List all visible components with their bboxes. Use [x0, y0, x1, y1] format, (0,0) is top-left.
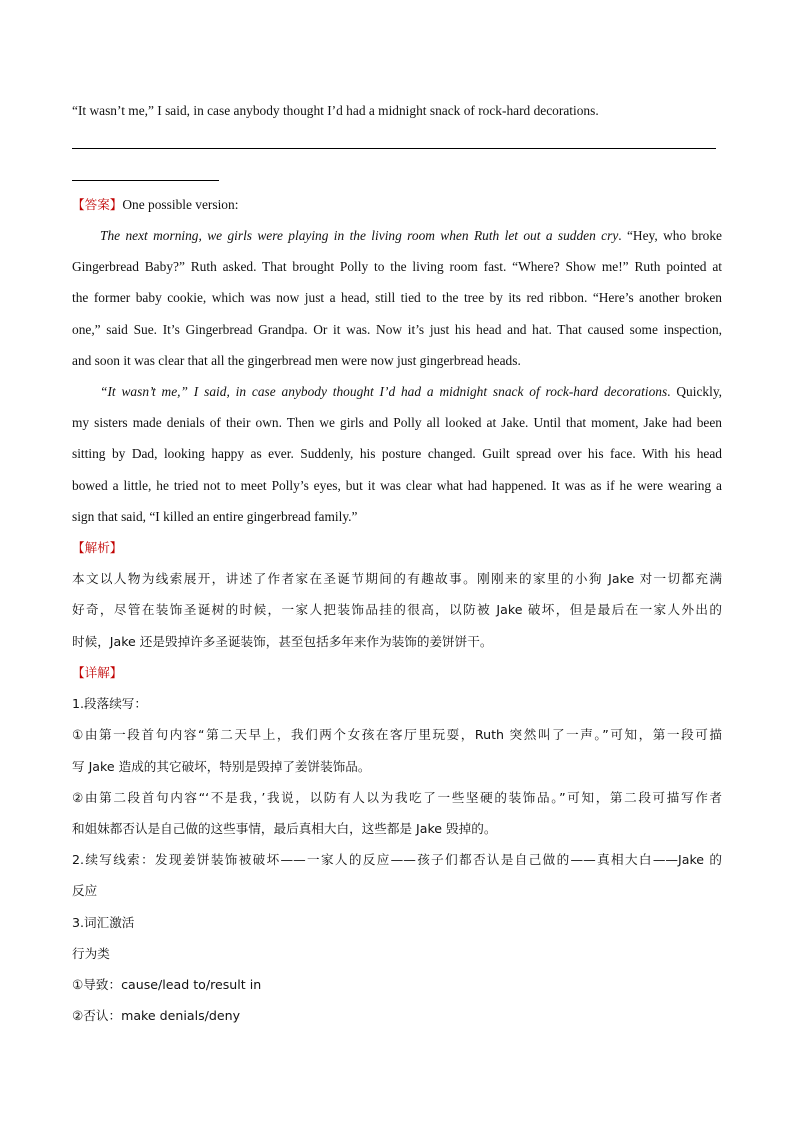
answer-line-long	[72, 148, 716, 149]
section1-item1-line2: 写 Jake 造成的其它破坏，特别是毁掉了姜饼装饰品。	[72, 759, 371, 774]
para2-line2: my sisters made denials of their own. Then we girls and Polly all looked at Jake. Until that moment, Jake had been	[72, 415, 722, 430]
answer-line-short	[72, 180, 219, 181]
section2-line1: 2.续写线索：发现姜饼装饰被破坏——一家人的反应——孩子们都否认是自己做的——真相大白——Jake 的	[72, 852, 722, 867]
para1-line3: the former baby cookie, which was now just a head, still tied to the tree by its red ribbon. “Here’s another broken	[72, 290, 722, 305]
para2-line5: sign that said, “I killed an entire gingerbread family.”	[72, 509, 358, 524]
detail-label: 【详解】	[72, 665, 123, 680]
section3-title: 3.词汇激活	[72, 915, 135, 930]
analysis-line2: 好奇，尽管在装饰圣诞树的时候，一家人把装饰品挂的很高，以防被 Jake 破坏，但是最后在一家人外出的	[72, 602, 722, 617]
section1-item2-line2: 和姐妹都否认是自己做的这些事情，最后真相大白，这些都是 Jake 毁掉的。	[72, 821, 497, 836]
para1-line4: one,” said Sue. It’s Gingerbread Grandpa. Or it was. Now it’s just his head and hat. That caused some inspection,	[72, 322, 722, 337]
section1-title: 1.段落续写：	[72, 696, 147, 711]
section3-category: 行为类	[72, 946, 110, 961]
answer-heading	[72, 195, 238, 215]
para1-line5: and soon it was clear that all the gingerbread men were now just gingerbread heads.	[72, 353, 521, 368]
section1-item2-line1: ②由第二段首句内容“‘不是我，’我说，以防有人以为我吃了一些坚硬的装饰品。”可知，第二段可描写作者	[72, 790, 722, 805]
analysis-line3: 时候，Jake 还是毁掉许多圣诞装饰，甚至包括多年来作为装饰的姜饼饼干。	[72, 634, 493, 649]
section2-line2: 反应	[72, 883, 98, 898]
para2-line1: “It wasn’t me,” I said, in case anybody thought I’d had a midnight snack of rock-hard decorations. Quickly,	[100, 384, 722, 399]
prompt-quote: “It wasn’t me,” I said, in case anybody thought I’d had a midnight snack of rock-hard decorations.	[72, 103, 599, 118]
analysis-label: 【解析】	[72, 540, 123, 555]
answer-label: 【答案】	[72, 197, 123, 212]
vocab-item1: ①导致：cause/lead to/result in	[72, 977, 262, 992]
answer-intro: One possible version:	[122, 197, 239, 212]
para1-line2: Gingerbread Baby?” Ruth asked. That brought Polly to the living room fast. “Where? Show me!” Ruth pointed at	[72, 259, 722, 274]
section1-item1-line1: ①由第一段首句内容“第二天早上，我们两个女孩在客厅里玩耍，Ruth 突然叫了一声。”可知，第一段可描	[72, 727, 722, 742]
para2-line4: bowed a little, he tried not to meet Polly’s eyes, but it was clear what had happened. It was as if he were wearing a	[72, 478, 722, 493]
analysis-line1: 本文以人物为线索展开，讲述了作者家在圣诞节期间的有趣故事。刚刚来的家里的小狗 Jake 对一切都充满	[72, 571, 722, 586]
para1-line1: The next morning, we girls were playing in the living room when Ruth let out a sudden cry. “Hey, who broke	[100, 228, 723, 243]
para2-line3: sitting by Dad, looking happy as ever. Suddenly, his posture changed. Guilt spread over his face. With his head	[72, 446, 722, 461]
vocab-item2: ②否认：make denials/deny	[72, 1008, 241, 1023]
